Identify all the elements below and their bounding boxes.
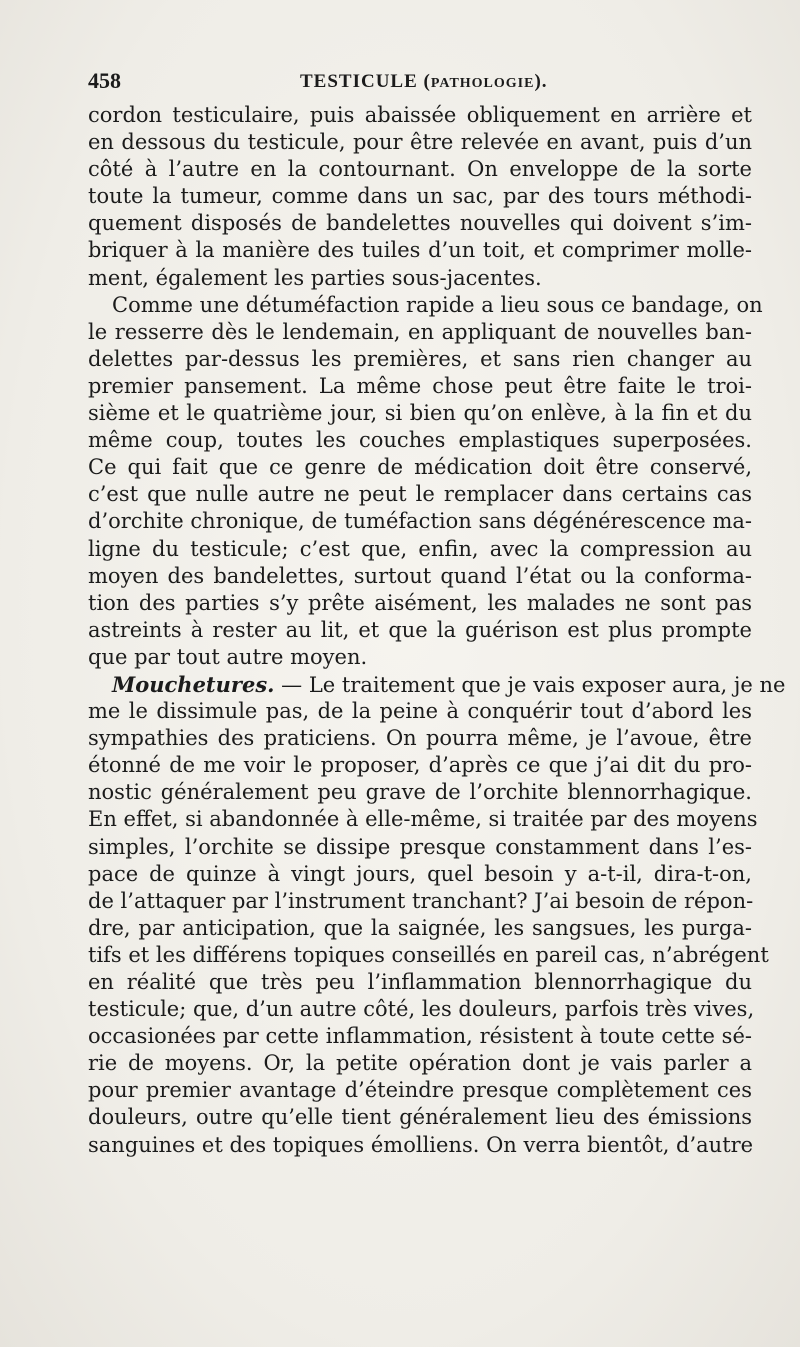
page-header — [88, 68, 752, 98]
text-line: briquer à la manière des tuiles d’un toit, et comprimer molle- — [88, 238, 752, 263]
text-line: étonné de me voir le proposer, d’après ce que j’ai dit du pro- — [88, 753, 752, 778]
text-line: sième et le quatrième jour, si bien qu’on enlève, à la fin et du — [88, 401, 752, 426]
text-line: pour premier avantage d’éteindre presque complètement ces — [88, 1078, 752, 1103]
text-line: douleurs, outre qu’elle tient généralement lieu des émissions — [88, 1105, 752, 1130]
text-line: de l’attaquer par l’instrument tranchant? J’ai besoin de répon- — [88, 888, 754, 913]
text-line: simples, l’orchite se dissipe presque constamment dans l’es- — [88, 834, 752, 859]
text-line: quement disposés de bandelettes nouvelles qui doivent s’im- — [88, 211, 752, 236]
text-line: sanguines et des topiques émolliens. On verra bientôt, d’autre — [88, 1132, 754, 1157]
text-line: pace de quinze à vingt jours, quel besoin y a-t-il, dira-t-on, — [88, 861, 752, 886]
text-line: rie de moyens. Or, la petite opération dont je vais parler a — [88, 1051, 752, 1076]
page-number: 458 — [88, 68, 121, 93]
text-line: nostic généralement peu grave de l’orchite blennorrhagique. — [88, 780, 752, 805]
text-line: le resserre dès le lendemain, en appliquant de nouvelles ban- — [88, 319, 752, 344]
text-line: Comme une détuméfaction rapide a lieu sous ce bandage, on — [112, 292, 763, 317]
text-line: en dessous du testicule, pour être relevée en avant, puis d’un — [88, 130, 752, 155]
running-head-close: ). — [534, 71, 548, 92]
text-line: premier pansement. La même chose peut être faite le troi- — [88, 373, 752, 398]
text-line: côté à l’autre en la contournant. On enveloppe de la sorte — [88, 157, 752, 182]
running-head-sub: PATHOLOGIE — [430, 76, 535, 91]
text-line: dre, par anticipation, que la saignée, les sangsues, les purga- — [88, 915, 752, 940]
text-line: tion des parties s’y prête aisément, les malades ne sont pas — [88, 590, 752, 615]
text-line: sympathies des praticiens. On pourra même, je l’avoue, être — [88, 726, 752, 751]
body-text — [88, 102, 786, 1159]
text-line: occasionées par cette inflammation, résistent à toute cette sé- — [88, 1024, 752, 1049]
text-line: me le dissimule pas, de la peine à conquérir tout d’abord les — [88, 699, 752, 724]
text-line: tifs et les différens topiques conseillés en pareil cas, n’abrégent — [88, 942, 769, 967]
text-line: ment, également les parties sous-jacentes. — [88, 265, 542, 290]
text-line: testicule; que, d’un autre côté, les douleurs, parfois très vives, — [88, 997, 755, 1022]
section-heading-mouchetures: Mouchetures. — [112, 671, 275, 697]
text-line: ligne du testicule; c’est que, enfin, avec la compression au — [88, 536, 752, 561]
text-line: toute la tumeur, comme dans un sac, par des tours méthodi- — [88, 184, 752, 209]
running-head-open: ( — [417, 71, 431, 92]
text-line-with-heading — [88, 671, 786, 698]
text-line: Ce qui fait que ce genre de médication doit être conservé, — [88, 455, 752, 480]
text-line: En effet, si abandonnée à elle-même, si traitée par des moyens — [88, 807, 758, 832]
running-head-main: TESTICULE — [300, 71, 418, 92]
text-line: astreints à rester au lit, et que la guérison est plus prompte — [88, 617, 752, 642]
text-line: moyen des bandelettes, surtout quand l’état ou la conforma- — [88, 563, 752, 588]
text-line: delettes par-dessus les premières, et sans rien changer au — [88, 346, 752, 371]
text-line: d’orchite chronique, de tuméfaction sans dégénérescence ma- — [88, 509, 752, 534]
text-line: cordon testiculaire, puis abaissée obliquement en arrière et — [88, 103, 752, 127]
text-run: — Le traitement que je vais exposer aura, je ne — [274, 672, 786, 697]
text-line: que par tout autre moyen. — [88, 644, 368, 669]
text-line: même coup, toutes les couches emplastiques superposées. — [88, 428, 752, 453]
text-line: en réalité que très peu l’inflammation blennorrhagique du — [88, 970, 752, 994]
text-line: c’est que nulle autre ne peut le remplacer dans certains cas — [88, 482, 752, 507]
running-head — [300, 71, 548, 93]
